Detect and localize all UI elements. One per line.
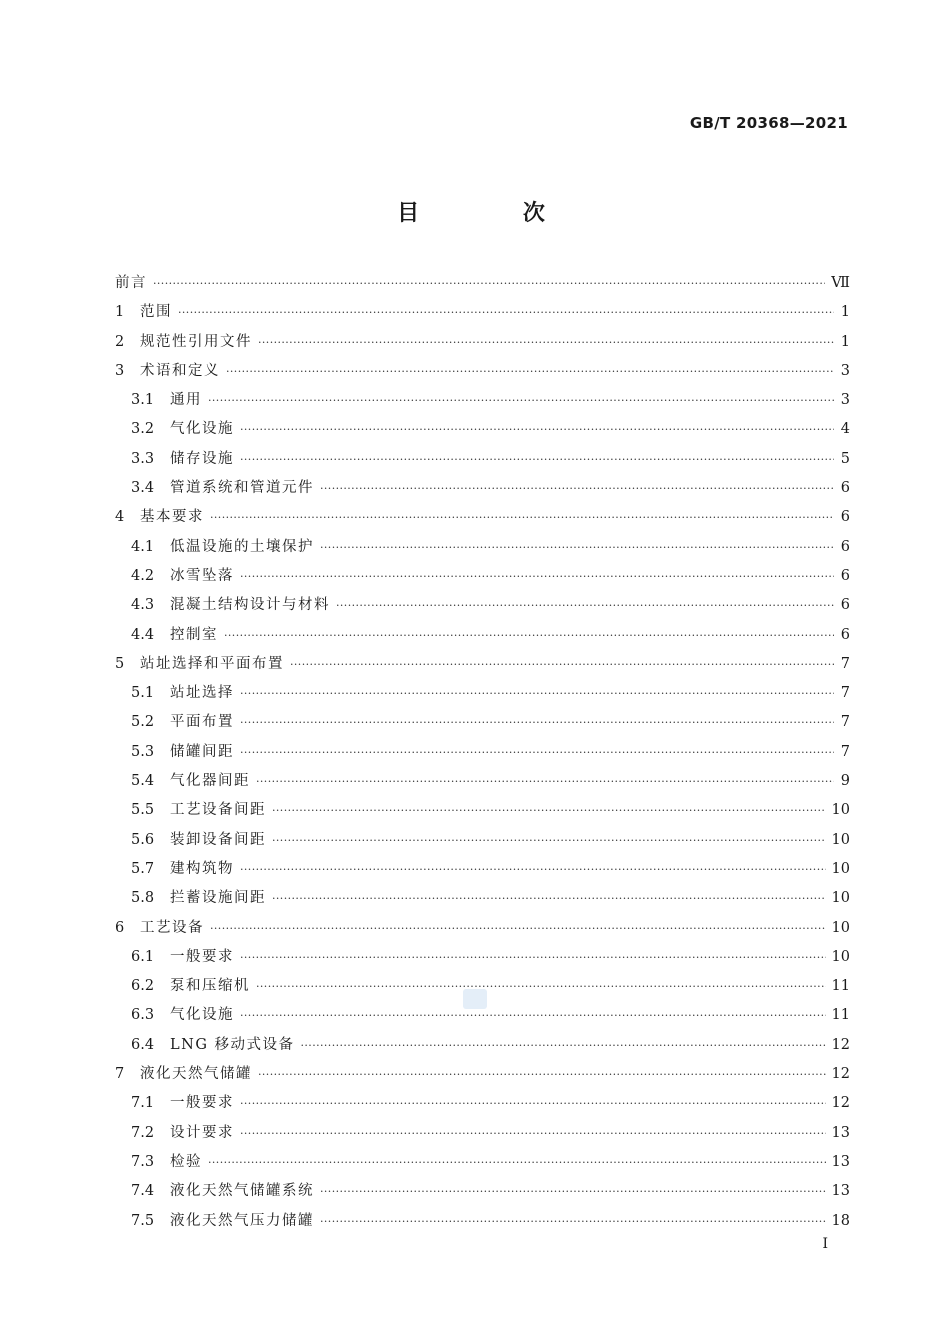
toc-entry-page: 1: [840, 304, 850, 321]
toc-entry-number: 5.3: [131, 743, 155, 760]
toc-entry-page: 7: [840, 685, 850, 702]
toc-entry-page: 6: [840, 480, 850, 497]
toc-leader-dots: [240, 943, 826, 972]
toc-entry[interactable]: [115, 1060, 850, 1089]
toc-entry[interactable]: [115, 415, 850, 444]
toc-entry-label: 管道系统和管道元件: [170, 480, 314, 497]
toc-entry-label: 冰雪坠落: [170, 567, 234, 584]
toc-entry-label: 规范性引用文件: [140, 333, 252, 350]
toc-entry-page: 6: [840, 597, 850, 614]
toc-leader-dots: [153, 269, 825, 298]
toc-entry-label: 液化天然气压力储罐: [170, 1212, 314, 1229]
toc-entry-number: 4.1: [131, 538, 155, 555]
toc-entry[interactable]: [115, 1148, 850, 1177]
toc-entry[interactable]: [115, 533, 850, 562]
toc-entry-page: 18: [831, 1212, 850, 1229]
toc-entry-label: 装卸设备间距: [170, 831, 266, 848]
toc-entry-page: 6: [840, 509, 850, 526]
toc-entry[interactable]: [115, 386, 850, 415]
toc-entry-number: 3.2: [131, 421, 155, 438]
toc-entry[interactable]: [115, 1119, 850, 1148]
toc-entry-label: 站址选择: [170, 685, 234, 702]
toc-entry-number: 5.1: [131, 685, 155, 702]
toc-entry-number: 7.4: [131, 1183, 155, 1200]
toc-entry[interactable]: [115, 679, 850, 708]
toc-entry-number: 1: [115, 304, 125, 321]
toc-entry-number: 3.4: [131, 480, 155, 497]
toc-entry-label: 储罐间距: [170, 743, 234, 760]
toc-entry-page: 3: [840, 362, 850, 379]
footer-page-number: I: [822, 1236, 828, 1252]
toc-entry-label: 液化天然气储罐系统: [170, 1183, 314, 1200]
toc-entry-page: 10: [831, 948, 850, 965]
toc-entry-label: 一般要求: [170, 1095, 234, 1112]
toc-entry-number: 5.5: [131, 802, 155, 819]
toc-leader-dots: [258, 1060, 826, 1089]
toc-leader-dots: [320, 533, 834, 562]
toc-entry-label: 检验: [170, 1153, 202, 1170]
toc-leader-dots: [240, 1119, 826, 1148]
toc-entry-page: 6: [840, 626, 850, 643]
toc-entry-label: 低温设施的土壤保护: [170, 538, 314, 555]
toc-entry-label: 控制室: [170, 626, 218, 643]
toc-entry[interactable]: [115, 298, 850, 327]
toc-entry-label: 工艺设备: [140, 919, 204, 936]
toc-entry-number: 7: [115, 1066, 125, 1083]
toc-entry-label: 拦蓄设施间距: [170, 890, 266, 907]
toc-entry-number: 5: [115, 655, 125, 672]
toc-entry[interactable]: [115, 621, 850, 650]
toc-entry-page: 12: [831, 1066, 850, 1083]
toc-entry[interactable]: [115, 708, 850, 737]
toc-entry-number: 5.7: [131, 860, 155, 877]
toc-entry[interactable]: [115, 826, 850, 855]
toc-entry-label: 工艺设备间距: [170, 802, 266, 819]
toc-entry-page: 7: [840, 714, 850, 731]
toc-leader-dots: [240, 445, 834, 474]
toc-entry-number: 6.2: [131, 978, 155, 995]
toc-leader-dots: [208, 1148, 826, 1177]
toc-entry-label: 气化设施: [170, 1007, 234, 1024]
toc-entry[interactable]: [115, 591, 850, 620]
toc-entry-number: 3: [115, 362, 125, 379]
toc-leader-dots: [240, 708, 834, 737]
toc-entry[interactable]: [115, 328, 850, 357]
toc-leader-dots: [258, 328, 834, 357]
toc-entry-page: 13: [831, 1183, 850, 1200]
toc-leader-dots: [178, 298, 834, 327]
toc-leader-dots: [336, 591, 834, 620]
toc-entry-page: 10: [831, 890, 850, 907]
toc-entry-number: 5.4: [131, 773, 155, 790]
toc-entry-page: 1: [840, 333, 850, 350]
toc-entry-number: 3.3: [131, 450, 155, 467]
toc-entry-number: 2: [115, 333, 125, 350]
toc-entry-label: LNG 移动式设备: [170, 1036, 295, 1053]
toc-leader-dots: [240, 679, 834, 708]
toc-leader-dots: [240, 562, 834, 591]
toc-entry[interactable]: [115, 884, 850, 913]
toc-entry-number: 6.1: [131, 948, 155, 965]
toc-leader-dots: [210, 914, 826, 943]
toc-leader-dots: [320, 474, 834, 503]
toc-leader-dots: [210, 503, 834, 532]
toc-leader-dots: [272, 796, 826, 825]
toc-leader-dots: [320, 1177, 826, 1206]
toc-leader-dots: [240, 1089, 826, 1118]
toc-entry-page: 12: [831, 1095, 850, 1112]
toc-entry-label: 一般要求: [170, 948, 234, 965]
toc-entry-number: 4.2: [131, 567, 155, 584]
toc-entry[interactable]: [115, 562, 850, 591]
toc-entry-page: 6: [840, 567, 850, 584]
toc-entry[interactable]: [115, 1031, 850, 1060]
toc-entry[interactable]: [115, 650, 850, 679]
toc-entry-number: 6.4: [131, 1036, 155, 1053]
toc-entry-page: 10: [831, 831, 850, 848]
toc-entry-label: 混凝土结构设计与材料: [170, 597, 330, 614]
toc-entry-page: 11: [831, 1007, 850, 1024]
standard-code: GB/T 20368—2021: [689, 114, 848, 132]
toc-entry-label: 气化设施: [170, 421, 234, 438]
toc-entry-page: 13: [831, 1124, 850, 1141]
toc-entry-number: 6.3: [131, 1007, 155, 1024]
toc-entry[interactable]: [115, 796, 850, 825]
toc-entry-page: 6: [840, 538, 850, 555]
toc-leader-dots: [272, 884, 826, 913]
toc-entry[interactable]: [115, 269, 850, 298]
toc-leader-dots: [240, 855, 826, 884]
toc-entry-number: 5.6: [131, 831, 155, 848]
toc-entry-page: 3: [840, 392, 850, 409]
watermark-logo: [463, 989, 487, 1009]
toc-leader-dots: [256, 972, 826, 1001]
toc-leader-dots: [256, 767, 834, 796]
page-title: 目 次: [397, 200, 593, 226]
toc-entry-page: 11: [831, 978, 850, 995]
toc-entry-number: 7.2: [131, 1124, 155, 1141]
toc-entry-number: 4.4: [131, 626, 155, 643]
toc-entry[interactable]: [115, 1089, 850, 1118]
toc-entry[interactable]: [115, 767, 850, 796]
toc-leader-dots: [301, 1031, 826, 1060]
toc-entry[interactable]: [115, 357, 850, 386]
toc-leader-dots: [226, 357, 834, 386]
toc-entry-page: 4: [840, 421, 850, 438]
table-of-contents: [115, 269, 850, 1236]
toc-entry-page: 7: [840, 743, 850, 760]
toc-entry-label: 设计要求: [170, 1124, 234, 1141]
toc-leader-dots: [290, 650, 834, 679]
toc-entry[interactable]: [115, 914, 850, 943]
toc-entry-page: 5: [840, 450, 850, 467]
toc-entry[interactable]: [115, 855, 850, 884]
toc-leader-dots: [224, 621, 834, 650]
toc-entry-label: 建构筑物: [170, 860, 234, 877]
toc-leader-dots: [320, 1207, 826, 1236]
toc-entry-label: 站址选择和平面布置: [140, 655, 284, 672]
toc-entry-number: 7.5: [131, 1212, 155, 1229]
toc-entry-page: 7: [840, 655, 850, 672]
toc-entry-page: 10: [831, 919, 850, 936]
toc-entry-page: 12: [831, 1036, 850, 1053]
toc-entry-number: 4.3: [131, 597, 155, 614]
toc-entry-page: 10: [831, 860, 850, 877]
toc-leader-dots: [240, 415, 834, 444]
toc-entry-number: 5.2: [131, 714, 155, 731]
toc-entry-label: 前言: [115, 275, 147, 291]
toc-entry-label: 泵和压缩机: [170, 978, 250, 995]
toc-entry-number: 6: [115, 919, 125, 936]
toc-entry-number: 4: [115, 509, 125, 526]
toc-entry[interactable]: [115, 445, 850, 474]
toc-entry-label: 储存设施: [170, 450, 234, 467]
toc-leader-dots: [240, 738, 834, 767]
toc-entry-label: 术语和定义: [140, 362, 220, 379]
toc-entry-page: 9: [840, 773, 850, 790]
toc-entry[interactable]: [115, 474, 850, 503]
toc-leader-dots: [272, 826, 826, 855]
toc-entry-number: 7.3: [131, 1153, 155, 1170]
toc-entry-number: 3.1: [131, 392, 155, 409]
toc-entry-number: 5.8: [131, 890, 155, 907]
toc-leader-dots: [240, 1001, 826, 1030]
toc-entry-label: 通用: [170, 392, 202, 409]
toc-entry[interactable]: [115, 1207, 850, 1236]
toc-leader-dots: [208, 386, 834, 415]
toc-entry-label: 气化器间距: [170, 773, 250, 790]
toc-entry-label: 液化天然气储罐: [140, 1066, 252, 1083]
toc-entry-page: 13: [831, 1153, 850, 1170]
toc-entry-number: 7.1: [131, 1095, 155, 1112]
toc-entry-label: 范围: [140, 304, 172, 321]
toc-entry[interactable]: [115, 738, 850, 767]
toc-entry-page: 10: [831, 802, 850, 819]
toc-entry[interactable]: [115, 1177, 850, 1206]
toc-entry-label: 平面布置: [170, 714, 234, 731]
toc-entry-label: 基本要求: [140, 509, 204, 526]
toc-entry-page: Ⅶ: [831, 275, 850, 291]
toc-entry[interactable]: [115, 503, 850, 532]
toc-entry[interactable]: [115, 943, 850, 972]
